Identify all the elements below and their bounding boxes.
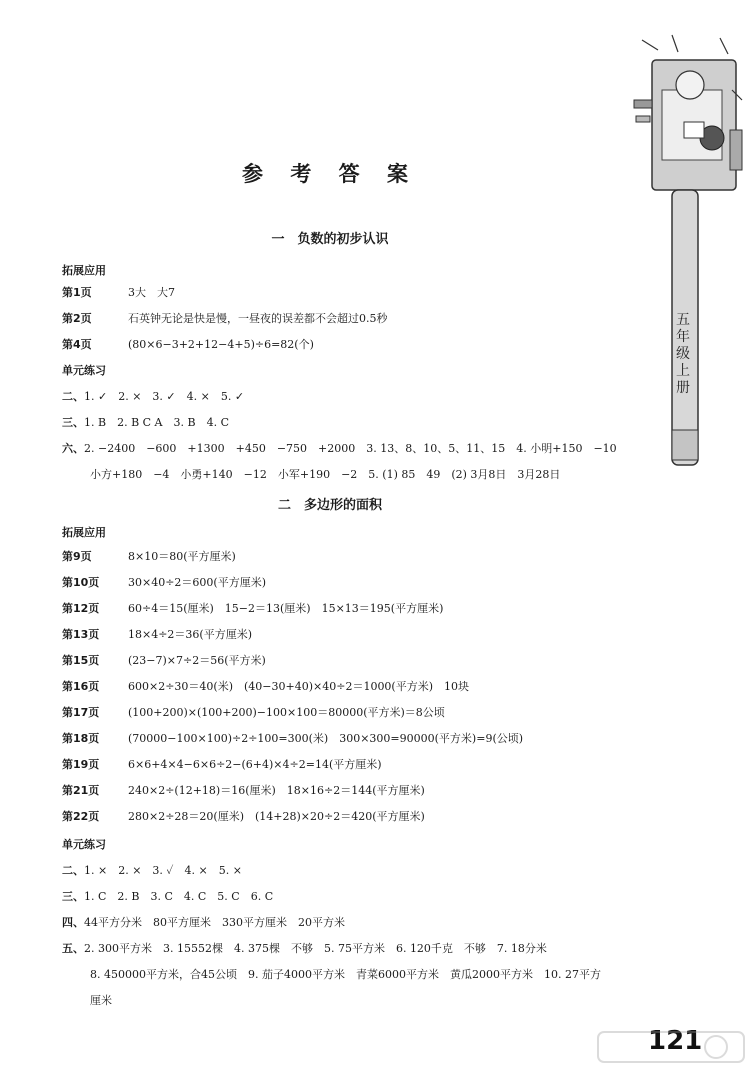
exercise-label: 四、 bbox=[62, 916, 84, 929]
exercise-text: 2. 300平方米 3. 15552棵 4. 375棵 不够 5. 75平方米 6. 120千克 不够 7. 18分米 bbox=[84, 942, 547, 955]
answer-text: 280×2÷28＝20(厘米) (14+28)×20÷2＝420(平方厘米) bbox=[128, 810, 425, 823]
exercise-row bbox=[62, 940, 547, 956]
exercise-row bbox=[90, 992, 112, 1008]
answer-text: 60÷4＝15(厘米) 15−2＝13(厘米) 15×13＝195(平方厘米) bbox=[128, 602, 444, 615]
exercise-text: 1. ✓ 2. × 3. ✓ 4. × 5. ✓ bbox=[84, 390, 245, 403]
page-label: 第15页 bbox=[62, 654, 100, 667]
unit-practice-subheading: 单元练习 bbox=[62, 364, 106, 377]
exercise-text: 2. −2400 −600 +1300 +450 −750 +2000 3. 13、8、10、5、11、15 4. 小明+150 −10 bbox=[84, 442, 617, 455]
unit-practice-subheading: 单元练习 bbox=[62, 838, 106, 851]
section-heading: 二 多边形的面积 bbox=[277, 498, 382, 513]
page-title: 参 考 答 案 bbox=[242, 162, 418, 186]
extension-subheading: 拓展应用 bbox=[62, 264, 106, 277]
answer-text: (80×6−3+2+12−4+5)÷6=82(个) bbox=[128, 338, 314, 351]
answer-row bbox=[62, 730, 523, 746]
answer-text: (23−7)×7÷2＝56(平方米) bbox=[128, 654, 266, 667]
page-label: 第22页 bbox=[62, 810, 100, 823]
exercise-label: 三、 bbox=[62, 416, 84, 429]
answer-row bbox=[62, 756, 382, 772]
cartoon-bookmark-illustration bbox=[632, 30, 744, 470]
answer-row bbox=[62, 704, 445, 720]
exercise-label: 二、 bbox=[62, 864, 84, 877]
answer-row bbox=[62, 782, 425, 798]
page-label: 第19页 bbox=[62, 758, 100, 771]
answer-text: 石英钟无论是快是慢，一昼夜的误差都不会超过0.5秒 bbox=[128, 312, 388, 325]
answer-row bbox=[62, 574, 266, 590]
exercise-row bbox=[62, 414, 229, 430]
page-label: 第2页 bbox=[62, 312, 92, 325]
answer-text: 30×40÷2＝600(平方厘米) bbox=[128, 576, 267, 589]
exercise-row bbox=[62, 888, 273, 904]
answer-text: 240×2÷(12+18)＝16(厘米) 18×16÷2＝144(平方厘米) bbox=[128, 784, 425, 797]
answer-text: 18×4÷2＝36(平方厘米) bbox=[128, 628, 253, 641]
answer-row bbox=[62, 600, 443, 616]
page-label: 第1页 bbox=[62, 286, 92, 299]
answer-text: 6×6+4×4−6×6÷2−(6+4)×4÷2=14(平方厘米) bbox=[128, 758, 382, 771]
page-label: 第13页 bbox=[62, 628, 100, 641]
answer-text: 3大 大7 bbox=[128, 286, 175, 299]
exercise-text: 1. C 2. B 3. C 4. C 5. C 6. C bbox=[84, 890, 274, 903]
page-label: 第21页 bbox=[62, 784, 100, 797]
section-heading: 一 负数的初步认识 bbox=[271, 232, 389, 247]
exercise-text: 小方+180 −4 小勇+140 −12 小军+190 −2 5. (1) 85 49 (2) 3月8日 3月28日 bbox=[90, 468, 561, 481]
exercise-text: 厘米 bbox=[90, 994, 112, 1007]
answer-row bbox=[62, 808, 425, 824]
page-number: 121 bbox=[648, 1026, 703, 1056]
answer-row bbox=[62, 652, 266, 668]
answer-row bbox=[62, 284, 175, 300]
exercise-text: 8. 450000平方米，合45公顷 9. 茄子4000平方米 青菜6000平方米 黄瓜2000平方米 10. 27平方 bbox=[90, 968, 601, 981]
page-label: 第9页 bbox=[62, 550, 92, 563]
exercise-text: 44平方分米 80平方厘米 330平方厘米 20平方米 bbox=[84, 916, 345, 929]
page-label: 第12页 bbox=[62, 602, 100, 615]
watermark-logo-icon bbox=[596, 1030, 746, 1064]
page-label: 第4页 bbox=[62, 338, 92, 351]
page-label: 第10页 bbox=[62, 576, 100, 589]
page-label: 第16页 bbox=[62, 680, 100, 693]
answer-row bbox=[62, 336, 314, 352]
answer-text: (70000−100×100)÷2÷100=300(米) 300×300=90000(平方米)=9(公顷) bbox=[128, 732, 524, 745]
exercise-row bbox=[62, 862, 242, 878]
exercise-text: 1. B 2. B C A 3. B 4. C bbox=[84, 416, 229, 429]
exercise-row bbox=[62, 914, 345, 930]
extension-subheading: 拓展应用 bbox=[62, 526, 106, 539]
answer-text: 8×10＝80(平方厘米) bbox=[128, 550, 236, 563]
exercise-label: 二、 bbox=[62, 390, 84, 403]
exercise-label: 六、 bbox=[62, 442, 84, 455]
answer-text: 600×2÷30＝40(米) (40−30+40)×40÷2＝1000(平方米) 10块 bbox=[128, 680, 470, 693]
exercise-row bbox=[90, 966, 601, 982]
exercise-label: 三、 bbox=[62, 890, 84, 903]
exercise-row bbox=[62, 388, 244, 404]
answer-text: (100+200)×(100+200)−100×100＝80000(平方米)＝8公顷 bbox=[128, 706, 445, 719]
page-label: 第17页 bbox=[62, 706, 100, 719]
exercise-row bbox=[90, 466, 560, 482]
exercise-row bbox=[62, 440, 617, 456]
page-label: 第18页 bbox=[62, 732, 100, 745]
answer-row bbox=[62, 310, 388, 326]
exercise-label: 五、 bbox=[62, 942, 84, 955]
answer-row bbox=[62, 678, 469, 694]
answer-row bbox=[62, 626, 252, 642]
exercise-text: 1. × 2. × 3. ✓ 4. × 5. × bbox=[84, 864, 242, 877]
grade-side-tab: 五年级上册 bbox=[676, 312, 690, 396]
answer-row bbox=[62, 548, 236, 564]
